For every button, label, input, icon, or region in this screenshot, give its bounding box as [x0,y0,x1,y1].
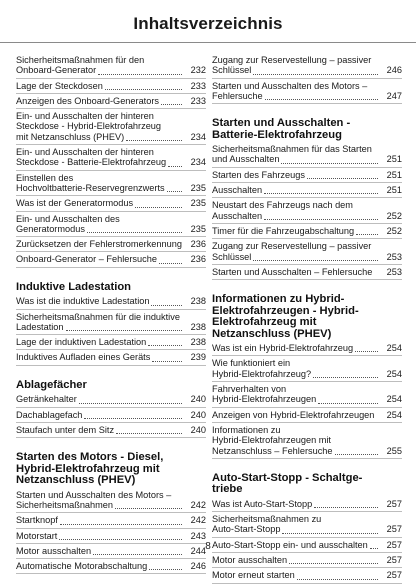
toc-entry-title: Sicherheitsmaßnahmen zu Auto-Start-Stopp [212,514,322,535]
toc-entry-title: Sicherheitsmaßnahmen für das Starten und Ausschalten [212,144,372,165]
toc-entry-page: 254 [386,409,402,420]
toc-entry-page: 257 [386,570,402,581]
toc-entry-title: Motor erneut starten [212,570,295,581]
toc-section [16,380,206,438]
section-heading: Ablagefächer [16,378,87,391]
toc-entry-page: 238 [190,296,206,307]
entry-divider [16,267,206,268]
toc-entry-title: Ausschalten [212,185,263,196]
toc-entry[interactable] [16,81,206,92]
entry-divider [16,309,206,310]
toc-entry[interactable] [16,55,206,77]
dot-leader [264,192,378,194]
toc-entry-page: 234 [190,157,206,168]
toc-entry-page: 251 [386,185,402,196]
dot-leader [264,218,378,220]
toc-entry-page: 239 [190,352,206,363]
toc-entry-title: Motor ausschalten [16,545,92,556]
entry-divider [212,223,402,224]
toc-entry-title: Timer für die Fahrzeugabschaltung [212,225,355,236]
toc-entry[interactable] [16,490,206,512]
entry-divider [212,103,402,104]
toc-entry[interactable] [212,358,402,380]
entry-divider [16,573,206,574]
dot-leader [59,538,182,540]
toc-entry[interactable] [16,394,206,405]
toc-entry-title: Ein- und Ausschalten der hinteren Steckdose - Hybrid-Elektrofahrzeug mit Netzanschluss (PHEV) [16,111,162,142]
toc-entry-title: Staufach unter dem Sitz [16,424,115,435]
entry-divider [212,279,402,280]
dot-leader [105,88,182,90]
toc-entry[interactable] [212,226,402,237]
entry-divider [16,144,206,145]
section-spacer [16,270,206,282]
entry-divider [212,78,402,79]
toc-entry[interactable] [212,570,402,581]
dot-leader [60,523,182,525]
dot-leader [318,402,378,404]
toc-entry-page: 252 [386,210,402,221]
entry-divider [212,264,402,265]
entry-divider [16,78,206,79]
entry-divider [16,558,206,559]
toc-entry[interactable] [212,170,402,181]
entry-divider [16,349,206,350]
entry-divider [16,170,206,171]
entry-divider [212,238,402,239]
entry-divider [16,437,206,438]
toc-entry[interactable] [16,352,206,363]
toc-entry[interactable] [16,173,206,195]
dot-leader [297,578,378,580]
toc-entry[interactable] [212,343,402,354]
toc-entry-page: 246 [190,561,206,572]
dot-leader [116,432,182,434]
dot-leader [168,165,182,167]
toc-entry-title: Starten und Ausschalten des Motors – Sicherheitsmaßnahmen [16,489,172,510]
toc-entry-title: Was ist ein Hybrid-Elektrofahrzeug [212,343,354,354]
toc-entry-title: Motor ausschalten [212,555,288,566]
toc-entry-title: Anzeigen des Onboard-Generators [16,95,160,106]
dot-leader [84,417,182,419]
toc-entry-title: Induktives Aufladen eines Geräts [16,352,151,363]
entry-divider [212,537,402,538]
toc-entry-page: 257 [386,555,402,566]
toc-section [16,282,206,366]
section-heading: Auto-Start-Stopp - Schaltge- triebe [212,471,363,496]
entry-divider [16,93,206,94]
entry-divider [16,211,206,212]
dot-leader [152,360,182,362]
toc-entry-title: Einstellen des Hochvoltbatterie-Reservegrenzwerts [16,172,165,193]
toc-entry-title: Was ist der Generatormodus [16,198,134,209]
toc-entry-page: 235 [190,182,206,193]
dot-leader [313,376,378,378]
toc-entry[interactable] [212,499,402,510]
toc-entry[interactable] [16,296,206,307]
toc-entry-title: Neustart des Fahrzeugs nach dem Ausschalten [212,200,353,221]
toc-entry-title: Lage der Steckdosen [16,80,103,91]
toc-entry-page: 235 [190,198,206,209]
toc-entry[interactable] [16,214,206,236]
dot-leader [314,506,378,508]
dot-leader [66,329,182,331]
toc-entry-title: Zurücksetzen der Fehlerstromerkennung [16,239,182,250]
toc-right-column [212,55,402,586]
toc-entry[interactable] [212,241,402,263]
entry-divider [212,182,402,183]
toc-entry-page: 235 [190,223,206,234]
toc-entry-page: 242 [190,515,206,526]
dot-leader [79,402,182,404]
dot-leader [148,344,182,346]
entry-divider [16,195,206,196]
toc-entry-title: Zugang zur Reservestellung – passiver Schlüssel [212,241,372,262]
toc-entry-page: 253 [386,251,402,262]
section-heading: Starten und Ausschalten - Batterie-Elektrofahrzeug [212,117,351,141]
toc-entry-title: Starten und Ausschalten – Fehlersuche [212,266,373,277]
toc-entry[interactable] [16,111,206,143]
header-divider [0,42,416,43]
toc-entry-page: 247 [386,90,402,101]
entry-divider [212,355,402,356]
toc-entry[interactable] [16,198,206,209]
toc-entry-page: 236 [190,239,206,250]
toc-entry-page: 233 [190,80,206,91]
toc-entry[interactable] [16,254,206,265]
toc-entry[interactable] [16,96,206,107]
toc-entry[interactable] [16,425,206,436]
toc-entry-page: 238 [190,337,206,348]
section-heading: Starten des Motors - Diesel, Hybrid-Elektrofahrzeug mit Netzanschluss (PHEV) [16,451,164,487]
toc-entry-title: Was ist Auto-Start-Stopp [212,498,313,509]
toc-entry[interactable] [212,425,402,457]
toc-entry-title: Ein- und Ausschalten des Generatormodus [16,213,120,234]
entry-divider [212,511,402,512]
toc-entry-title: Starten und Ausschalten des Motors – Fehlersuche [212,80,368,101]
toc-entry-page: 251 [386,154,402,165]
entry-divider [16,236,206,237]
toc-entry-title: Starten des Fahrzeugs [212,169,305,180]
toc-entry-page: 234 [190,131,206,142]
toc-entry-page: 254 [386,394,402,405]
toc-section [212,473,402,584]
toc-entry[interactable] [212,55,402,77]
section-heading: Induktive Ladestation [16,280,131,293]
dot-leader [151,304,182,306]
entry-divider [212,197,402,198]
dot-leader [307,177,378,179]
toc-entry-page: 252 [386,225,402,236]
entry-divider [212,567,402,568]
entry-divider [212,422,402,423]
toc-entry[interactable] [212,144,402,166]
toc-entry[interactable] [16,239,206,250]
toc-entry-title: Fahrverhalten von Hybrid-Elektrofahrzeugen [212,384,317,405]
toc-entry-page: 257 [386,539,402,550]
toc-entry[interactable] [212,81,402,103]
toc-entry-title: Onboard-Generator – Fehlersuche [16,254,157,265]
entry-divider [212,407,402,408]
toc-left-column [16,55,206,576]
dot-leader [281,162,378,164]
toc-entry[interactable] [16,515,206,526]
dot-leader [93,553,182,555]
section-heading: Informationen zu Hybrid- Elektrofahrzeugen - Hybrid- Elektrofahrzeug mit Netzanschluss (PHEV) [212,293,359,340]
toc-entry-page: 240 [190,424,206,435]
toc-entry-title: Motorstart [16,530,58,541]
toc-entry-page: 251 [386,169,402,180]
toc-entry-page: 246 [386,65,402,76]
toc-entry-page: 240 [190,394,206,405]
toc-entry[interactable] [212,200,402,222]
dot-leader [253,259,378,261]
toc-entry-title: Anzeigen von Hybrid-Elektrofahrzeugen [212,409,375,420]
toc-entry-page: 243 [190,530,206,541]
toc-entry-page: 244 [190,545,206,556]
toc-entry[interactable] [16,410,206,421]
section-spacer [16,368,206,380]
toc-entry[interactable] [212,410,402,421]
dot-leader [355,350,378,352]
toc-entry-title: Zugang zur Reservestellung – passiver Schlüssel [212,55,372,76]
toc-entry[interactable] [212,514,402,536]
toc-section [212,118,402,280]
toc-entry[interactable] [16,312,206,334]
toc-entry-page: 254 [386,343,402,354]
toc-entry[interactable] [16,147,206,169]
dot-leader [149,568,182,570]
toc-section [212,294,402,459]
toc-entry[interactable] [212,555,402,566]
dot-leader [282,532,378,534]
toc-entry-title: Automatische Motorabschaltung [16,561,148,572]
toc-entry-page: 236 [190,254,206,265]
dot-leader [159,262,182,264]
toc-entry-title: Auto-Start-Stopp ein- und ausschalten [212,539,368,550]
toc-entry-title: Wie funktioniert ein Hybrid-Elektrofahrzeug? [212,358,312,379]
toc-entry-page: 255 [386,445,402,456]
entry-divider [212,583,402,584]
toc-entry-page: 254 [386,368,402,379]
toc-entry[interactable] [16,337,206,348]
toc-entry-title: Informationen zu Hybrid-Elektrofahrzeugen mit Netzanschluss – Fehlersuche [212,424,333,456]
entry-divider [16,422,206,423]
dot-leader [289,562,378,564]
entry-divider [16,407,206,408]
dot-leader [167,190,182,192]
toc-section [16,55,206,268]
entry-divider [16,334,206,335]
entry-divider [16,108,206,109]
dot-leader [98,73,182,75]
toc-entry[interactable] [212,267,402,278]
toc-entry[interactable] [212,384,402,406]
page-title: Inhaltsverzeichnis [133,14,283,33]
page-number: 8 [205,541,211,552]
toc-entry-title: Sicherheitsmaßnahmen für die induktive Ladestation [16,311,180,332]
entry-divider [212,167,402,168]
dot-leader [126,139,182,141]
dot-leader [335,453,378,455]
entry-divider [16,528,206,529]
entry-divider [16,251,206,252]
toc-entry-page: 240 [190,409,206,420]
toc-entry-page: 232 [190,65,206,76]
dot-leader [161,103,182,105]
entry-divider [212,458,402,459]
dot-leader [253,73,378,75]
dot-leader [356,233,378,235]
toc-entry-title: Dachablagefach [16,409,83,420]
dot-leader [87,231,182,233]
toc-entry-title: Sicherheitsmaßnahmen für den Onboard-Generator [16,55,145,76]
dot-leader [265,98,378,100]
toc-entry-page: 233 [190,95,206,106]
toc-entry-title: Was ist die induktive Ladestation [16,296,150,307]
entry-divider [16,365,206,366]
toc-entry-title: Getränkehalter [16,394,77,405]
toc-entry-title: Ein- und Ausschalten der hinteren Steckdose - Batterie-Elektrofahrzeug [16,147,167,168]
toc-entry-page: 253 [386,266,402,277]
toc-section [212,55,402,104]
toc-entry[interactable] [212,185,402,196]
toc-section [16,452,206,574]
entry-divider [16,512,206,513]
toc-entry-page: 238 [190,321,206,332]
dot-leader [115,507,182,509]
toc-entry-page: 242 [190,499,206,510]
entry-divider [212,381,402,382]
toc-entry-page: 257 [386,498,402,509]
toc-entry-title: Startknopf [16,515,58,526]
dot-leader [135,206,182,208]
toc-entry-page: 257 [386,524,402,535]
toc-entry-title: Lage der induktiven Ladestation [16,337,147,348]
